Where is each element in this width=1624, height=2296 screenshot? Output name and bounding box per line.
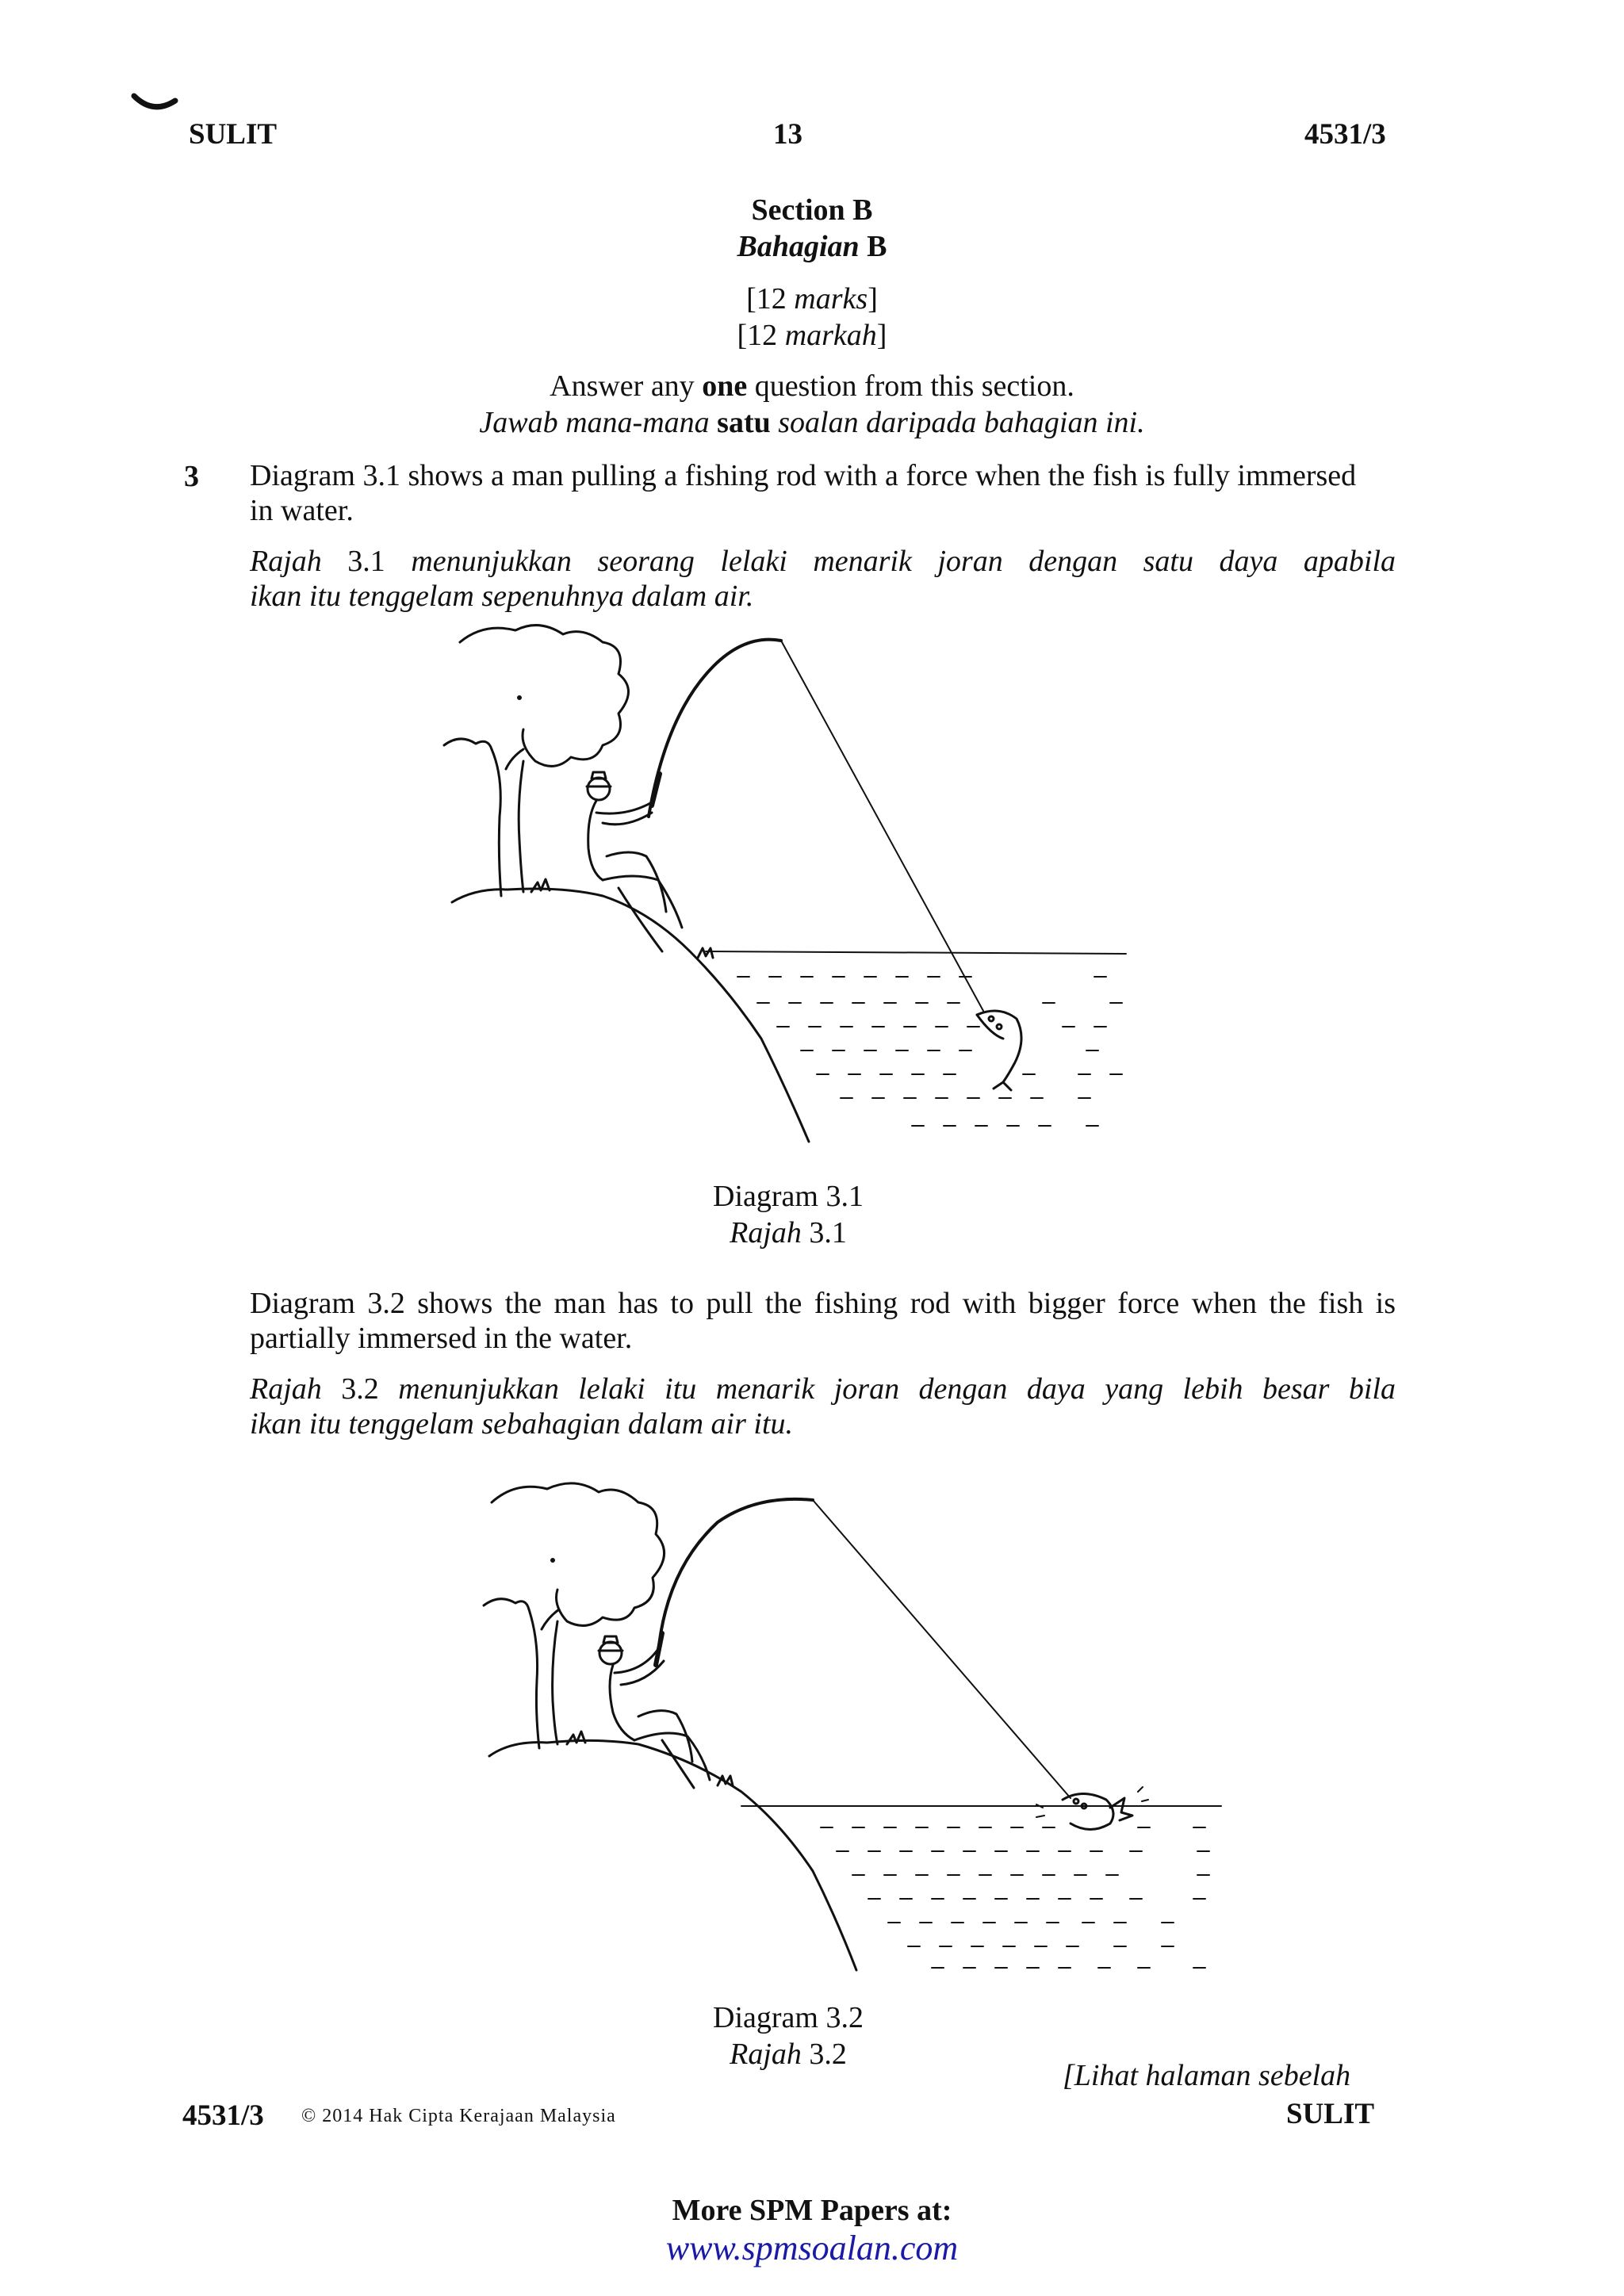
diagram-3-2-label-en: Diagram 3.2: [713, 2001, 864, 2034]
question-number: 3: [184, 460, 199, 493]
next-page-note: [Lihat halaman sebelah: [1063, 2059, 1351, 2092]
footer-code: 4531/3: [182, 2099, 264, 2132]
paragraph-1-en: Diagram 3.1 shows a man pulling a fishing rod with a force when the fish is fully immersed in water.: [250, 459, 1357, 527]
paper-code: 4531/3: [1304, 118, 1386, 151]
instruction-bm: Jawab mana-mana satu soalan daripada bahagian ini.: [479, 406, 1145, 439]
paragraph-2-en: Diagram 3.2 shows the man has to pull the fishing rod with bigger force when the fish is partially immersed in the water.: [250, 1287, 1396, 1355]
corner-mark-icon: [131, 91, 178, 115]
page-number: 13: [773, 118, 802, 151]
marks-bm: [12 markah]: [737, 319, 887, 352]
diagram-3-2-label-bm: Rajah 3.2: [730, 2038, 847, 2071]
instruction-en: Answer any one question from this section.: [550, 369, 1074, 403]
section-title-bm: Bahagian B: [737, 230, 887, 263]
diagram-3-1-label-en: Diagram 3.1: [713, 1180, 864, 1213]
header-sulit: SULIT: [189, 118, 278, 151]
diagram-3-1-illustration: [444, 618, 1158, 1158]
website-link[interactable]: www.spmsoalan.com: [665, 2229, 959, 2267]
paragraph-2-bm: Rajah 3.2 menunjukkan lelaki itu menarik joran dengan daya yang lebih besar bila ikan itu tenggelam sebahagian dalam air itu.: [250, 1372, 1396, 1441]
marks-en: [12 marks]: [746, 282, 878, 316]
more-papers-text: More SPM Papers at:: [672, 2194, 952, 2227]
diagram-3-2-illustration: [480, 1475, 1233, 1974]
diagram-3-1-label-bm: Rajah 3.1: [730, 1216, 847, 1249]
paragraph-1-bm: Rajah 3.1 menunjukkan seorang lelaki menarik joran dengan satu daya apabila ikan itu tenggelam sepenuhnya dalam air.: [250, 545, 1396, 613]
footer-sulit: SULIT: [1286, 2098, 1375, 2130]
footer-copyright: © 2014 Hak Cipta Kerajaan Malaysia: [301, 2106, 616, 2126]
section-title-en: Section B: [751, 193, 873, 227]
